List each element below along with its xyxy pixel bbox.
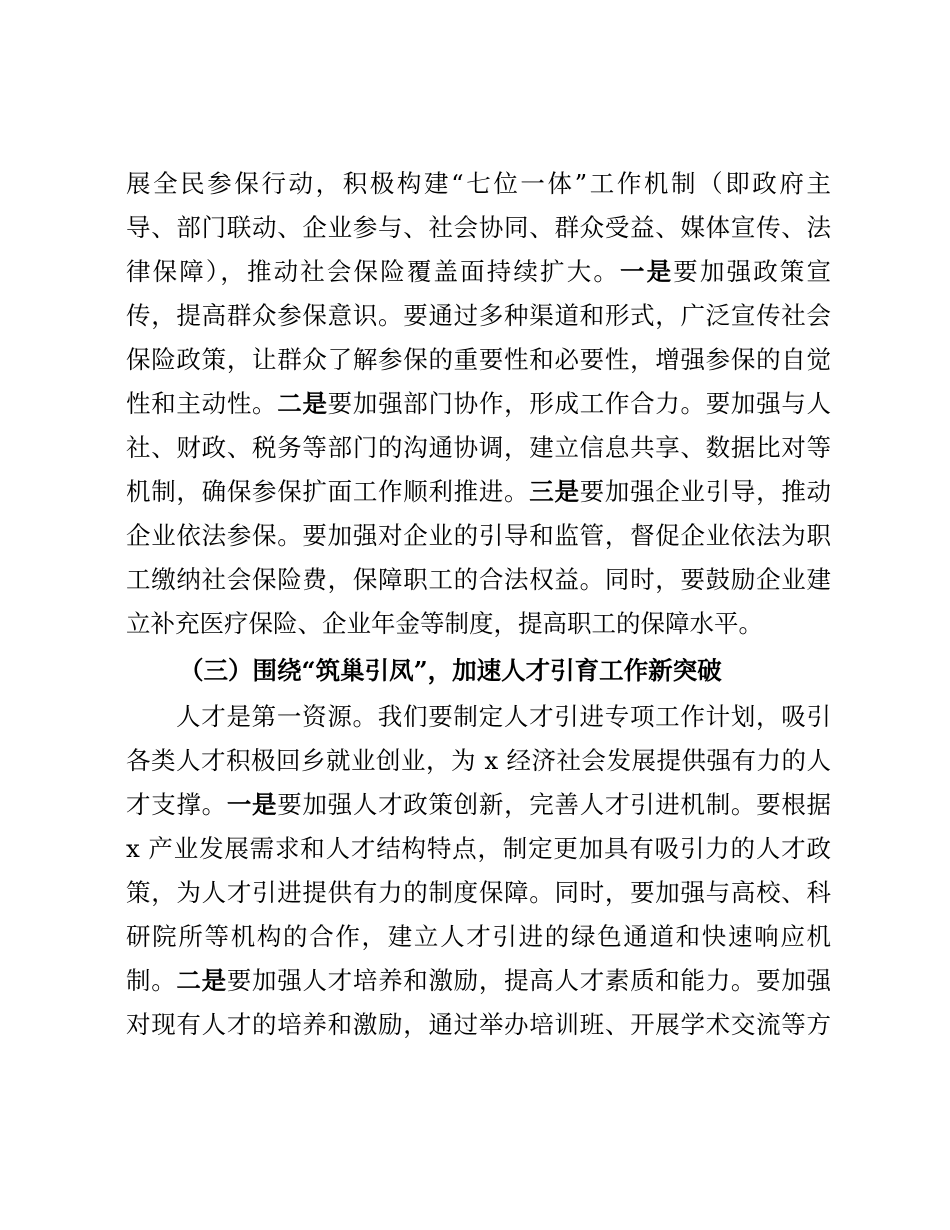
text-segment: 要加强人才培养和激励，提高人才素质和能力。要加强	[226, 966, 832, 995]
text-segment: 人才是第一资源。我们要制定人才引进专项工作计划，吸引	[176, 702, 831, 731]
text-segment: 才支撑。	[126, 790, 227, 819]
text-segment: x 产业发展需求和人才结构特点，制定更加具有吸引力的人才政	[126, 834, 831, 863]
text-segment: 企业依法参保。要加强对企业的引导和监管，督促企业依法为职	[126, 521, 831, 550]
text-segment: 要加强企业引导，推动	[579, 477, 832, 506]
text-segment: 立补充医疗保险、企业年金等制度，提高职工的保障水平。	[126, 609, 763, 638]
text-segment: 工缴纳社会保险费，保障职工的合法权益。同时，要鼓励企业建	[126, 565, 831, 594]
text-segment: 制。	[126, 966, 177, 995]
paragraph2-line-7	[126, 959, 831, 1003]
paragraph1-line-3	[126, 250, 831, 294]
paragraph2-line-8	[126, 1003, 831, 1047]
paragraph2-line-1	[176, 695, 831, 739]
paragraph2-line-2	[126, 739, 831, 783]
text-segment: 保险政策，让群众了解参保的重要性和必要性，增强参保的自觉	[126, 345, 831, 374]
text-segment: 机制，确保参保扩面工作顺利推进。	[126, 477, 530, 506]
paragraph1-line-10	[126, 558, 831, 602]
bold-ordinal: 三是	[529, 477, 580, 506]
text-segment: 律保障），推动社会保险覆盖面持续扩大。	[126, 257, 620, 286]
paragraph1-line-2	[126, 206, 831, 250]
text-segment: 导、部门联动、企业参与、社会协同、群众受益、媒体宣传、法	[126, 213, 831, 242]
paragraph2-line-6	[126, 915, 831, 959]
text-segment: 要加强政策宣	[673, 257, 832, 286]
text-segment: 要加强人才政策创新，完善人才引进机制。要根据	[277, 790, 832, 819]
text-segment: 对现有人才的培养和激励，通过举办培训班、开展学术交流等方	[126, 1010, 831, 1039]
paragraph1-line-9	[126, 514, 831, 558]
paragraph1-line-6	[126, 382, 831, 426]
paragraph1-line-11	[126, 602, 831, 646]
text-segment: 传，提高群众参保意识。要通过多种渠道和形式，广泛宣传社会	[126, 301, 831, 330]
paragraph2-line-3	[126, 783, 831, 827]
bold-ordinal: 二是	[176, 966, 227, 995]
paragraph1-line-1	[126, 162, 831, 206]
paragraph1-line-7	[126, 426, 831, 470]
text-segment: 策，为人才引进提供有力的制度保障。同时，要加强与高校、科	[126, 878, 831, 907]
text-segment: 要加强部门协作，形成工作合力。要加强与人	[327, 389, 832, 418]
section-heading: （三）围绕“筑巢引凤”，加速人才引育工作新突破	[179, 656, 722, 685]
paragraph1-line-5	[126, 338, 831, 382]
text-segment: 各类人才积极回乡就业创业，为 x 经济社会发展提供强有力的人	[126, 746, 831, 775]
text-segment: 性和主动性。	[126, 389, 278, 418]
paragraph1-line-4	[126, 294, 831, 338]
bold-ordinal: 一是	[226, 790, 278, 819]
text-segment: 展全民参保行动，积极构建“七位一体”工作机制（即政府主	[126, 169, 831, 198]
paragraph1-line-8	[126, 470, 831, 514]
paragraph2-line-4	[126, 827, 831, 871]
paragraph2-line-5	[126, 871, 831, 915]
bold-ordinal: 二是	[277, 389, 328, 418]
text-segment: 社、财政、税务等部门的沟通协调，建立信息共享、数据比对等	[126, 433, 831, 462]
text-segment: 研院所等机构的合作，建立人才引进的绿色通道和快速响应机	[126, 922, 831, 951]
bold-ordinal: 一是	[620, 257, 674, 286]
